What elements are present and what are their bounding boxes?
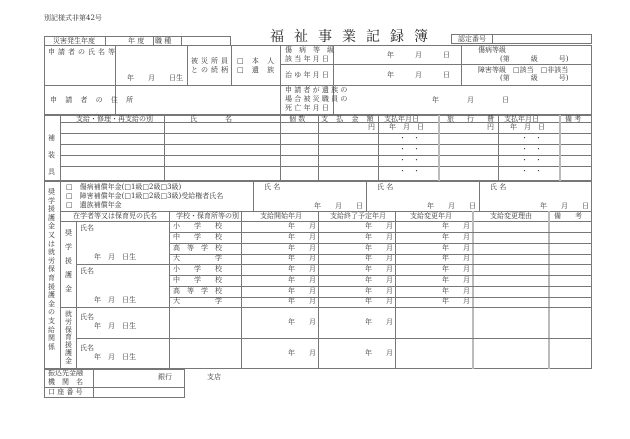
scholarship-label: 奨学援護金 — [65, 229, 72, 293]
col-support-remarks: 備 考 — [554, 212, 582, 220]
recipient-name-label-1: 氏 名 — [264, 183, 281, 191]
pay-date-dots[interactable]: ・ ・ — [399, 156, 420, 164]
pay-date-dots[interactable]: ・ ・ — [399, 145, 420, 153]
child-name-label: 氏名 — [80, 313, 94, 321]
change-ym[interactable]: 年 月 — [442, 222, 470, 230]
col-name: 氏 名 — [190, 115, 232, 123]
start-ym[interactable]: 年 月 — [288, 222, 316, 230]
childcare-start-ym[interactable]: 年 月 — [288, 318, 316, 326]
childcare-start-ym[interactable]: 年 月 — [288, 349, 316, 357]
relation-option-self[interactable]: □ 本 人 — [237, 57, 278, 65]
bank-suffix[interactable]: 銀行 — [158, 373, 172, 381]
death-label-3: 死 亡 年 月 日 — [285, 104, 329, 112]
travel-date-dots[interactable]: ・ ・ — [521, 156, 542, 164]
end-ym[interactable]: 年 月 — [365, 287, 393, 295]
travel-unit: 円 — [487, 123, 494, 131]
student-birth-date[interactable]: 年 月 日生 — [94, 296, 136, 304]
school-junior-high[interactable]: 中 学 校 — [173, 233, 222, 241]
start-ym[interactable]: 年 月 — [288, 244, 316, 252]
start-ym[interactable]: 年 月 — [288, 276, 316, 284]
injury-grade-date-label-2: 該 当 年 月 日 — [285, 55, 329, 63]
start-ym[interactable]: 年 月 — [288, 254, 316, 262]
col-payment-date: 支払年月日 — [384, 115, 419, 123]
end-ym[interactable]: 年 月 — [365, 265, 393, 273]
account-number-label: 口 座 番 号 — [48, 388, 83, 396]
equipment-section-label: 補装具 — [48, 134, 55, 176]
student-name-label: 氏名 — [80, 224, 94, 232]
col-school-type: 学校・保育所等の別 — [176, 212, 239, 220]
start-ym[interactable]: 年 月 — [288, 287, 316, 295]
start-ym[interactable]: 年 月 — [288, 297, 316, 305]
pay-date-dots[interactable]: ・ ・ — [399, 167, 420, 175]
form-number: 別記様式非第42号 — [44, 14, 102, 22]
bank-institution-label-2: 機 関 名 — [48, 378, 83, 386]
change-ym[interactable]: 年 月 — [442, 265, 470, 273]
pension-option-injury[interactable]: □ 傷病補償年金(□1級□2級□3級) — [66, 183, 182, 191]
injury-grade-paren[interactable]: (第 級 号) — [500, 55, 569, 63]
school-high[interactable]: 高 等 学 校 — [173, 287, 222, 295]
pay-date-header: 年 月 日 — [389, 123, 424, 131]
relation-label-2: との続柄 — [191, 66, 231, 74]
disaster-year-label: 災害発生年度 — [53, 37, 95, 45]
childcare-end-ym[interactable]: 年 月 — [365, 318, 393, 326]
applicant-birth-date[interactable]: 年 月 日生 — [127, 74, 183, 82]
recipient-date-1[interactable]: 年 月 日 — [314, 202, 363, 210]
cure-date-value[interactable]: 年 月 日 — [387, 71, 450, 79]
school-elementary[interactable]: 小 学 校 — [173, 265, 222, 273]
injury-grade-date-label-1: 傷 病 等 級 — [285, 46, 334, 54]
student-birth-date[interactable]: 年 月 日生 — [94, 253, 136, 261]
job-type-label: 職 種 — [155, 37, 172, 45]
pay-date-dots[interactable]: ・ ・ — [399, 134, 420, 142]
end-ym[interactable]: 年 月 — [365, 254, 393, 262]
recipient-date-2[interactable]: 年 月 日 — [427, 202, 476, 210]
travel-date-dots[interactable]: ・ ・ — [521, 145, 542, 153]
col-payment-amount: 支 払 金 額 — [321, 115, 377, 123]
childcare-end-ym[interactable]: 年 月 — [365, 349, 393, 357]
pension-option-survivor[interactable]: □ 遺族補償年金 — [66, 201, 122, 209]
col-start-ym: 支給開始年月 — [260, 212, 302, 220]
injury-grade-date-value[interactable]: 年 月 日 — [387, 51, 450, 59]
childcare-label: 就労保育援護金 — [65, 310, 72, 365]
end-ym[interactable]: 年 月 — [365, 276, 393, 284]
col-supply-type: 支給・修理・再支給の別 — [76, 115, 153, 123]
end-ym[interactable]: 年 月 — [365, 233, 393, 241]
col-end-ym: 支給終了予定年月 — [330, 212, 386, 220]
school-junior-high[interactable]: 中 学 校 — [173, 276, 222, 284]
school-university[interactable]: 大 学 — [173, 297, 222, 305]
change-ym[interactable]: 年 月 — [442, 244, 470, 252]
pension-option-disability[interactable]: □ 障害補償年金(□1級□2級□3級)受給権者氏名 — [66, 192, 224, 200]
end-ym[interactable]: 年 月 — [365, 297, 393, 305]
change-ym[interactable]: 年 月 — [442, 254, 470, 262]
disability-grade-paren[interactable]: (第 級 号) — [500, 74, 569, 82]
student-name-label: 氏名 — [80, 267, 94, 275]
support-section-label: 奨学援護金又は就労保育援護金の支給関係 — [48, 188, 55, 351]
cert-no-label: 認定番号 — [458, 35, 486, 43]
disability-grade-label[interactable]: 障害等級 □該当 □非該当 — [478, 66, 569, 74]
child-birth-date[interactable]: 年 月 日生 — [94, 353, 136, 361]
col-travel-cost: 旅 行 費 — [447, 115, 497, 123]
death-label-2: 場 合 被 災 職 員 の — [285, 95, 348, 103]
address-label: 申 請 者 の 住 所 — [50, 96, 137, 104]
death-date-value[interactable]: 年 月 日 — [432, 96, 509, 104]
change-ym[interactable]: 年 月 — [442, 276, 470, 284]
travel-date-dots[interactable]: ・ ・ — [521, 134, 542, 142]
recipient-name-label-3: 氏 名 — [490, 183, 507, 191]
page-title: 福祉事業記録簿 — [270, 29, 438, 45]
school-high[interactable]: 高 等 学 校 — [173, 244, 222, 252]
travel-date-dots[interactable]: ・ ・ — [521, 167, 542, 175]
col-quantity: 個 数 — [289, 115, 306, 123]
col-change-reason: 支給変更理由 — [490, 212, 532, 220]
death-label-1: 申 請 者 が 遺 族 の — [285, 86, 348, 94]
relation-label-1: 被災所員 — [191, 57, 231, 65]
child-name-label: 氏名 — [80, 344, 94, 352]
recipient-date-3[interactable]: 年 月 日 — [540, 202, 589, 210]
change-ym[interactable]: 年 月 — [442, 297, 470, 305]
recipient-name-label-2: 氏 名 — [377, 183, 394, 191]
start-ym[interactable]: 年 月 — [288, 233, 316, 241]
year-suffix[interactable]: 年 度 — [128, 37, 145, 45]
relation-option-family[interactable]: □ 遺 族 — [237, 66, 278, 74]
cure-date-label: 治 ゆ 年 月 日 — [285, 71, 329, 79]
change-ym[interactable]: 年 月 — [442, 287, 470, 295]
start-ym[interactable]: 年 月 — [288, 265, 316, 273]
end-ym[interactable]: 年 月 — [365, 244, 393, 252]
applicant-name-label: 申請者の氏名等 — [48, 48, 118, 56]
amount-unit: 円 — [368, 123, 375, 131]
bank-section-wide — [44, 369, 185, 398]
travel-date-header: 年 月 日 — [510, 123, 545, 131]
change-ym[interactable]: 年 月 — [442, 233, 470, 241]
col-change-ym: 支給変更年月 — [410, 212, 452, 220]
injury-grade-label: 傷病等級 — [478, 46, 506, 54]
col-travel-payment-date: 支払年月日 — [504, 115, 539, 123]
child-birth-date[interactable]: 年 月 日生 — [94, 322, 136, 330]
bank-institution-label-1: 振込先金融 — [48, 369, 83, 377]
col-remarks: 備 考 — [565, 115, 582, 123]
branch-suffix[interactable]: 支店 — [207, 373, 221, 381]
end-ym[interactable]: 年 月 — [365, 222, 393, 230]
school-university[interactable]: 大 学 — [173, 254, 222, 262]
col-student-name: 在学者等又は保育児の氏名 — [73, 212, 157, 220]
school-elementary[interactable]: 小 学 校 — [173, 222, 222, 230]
